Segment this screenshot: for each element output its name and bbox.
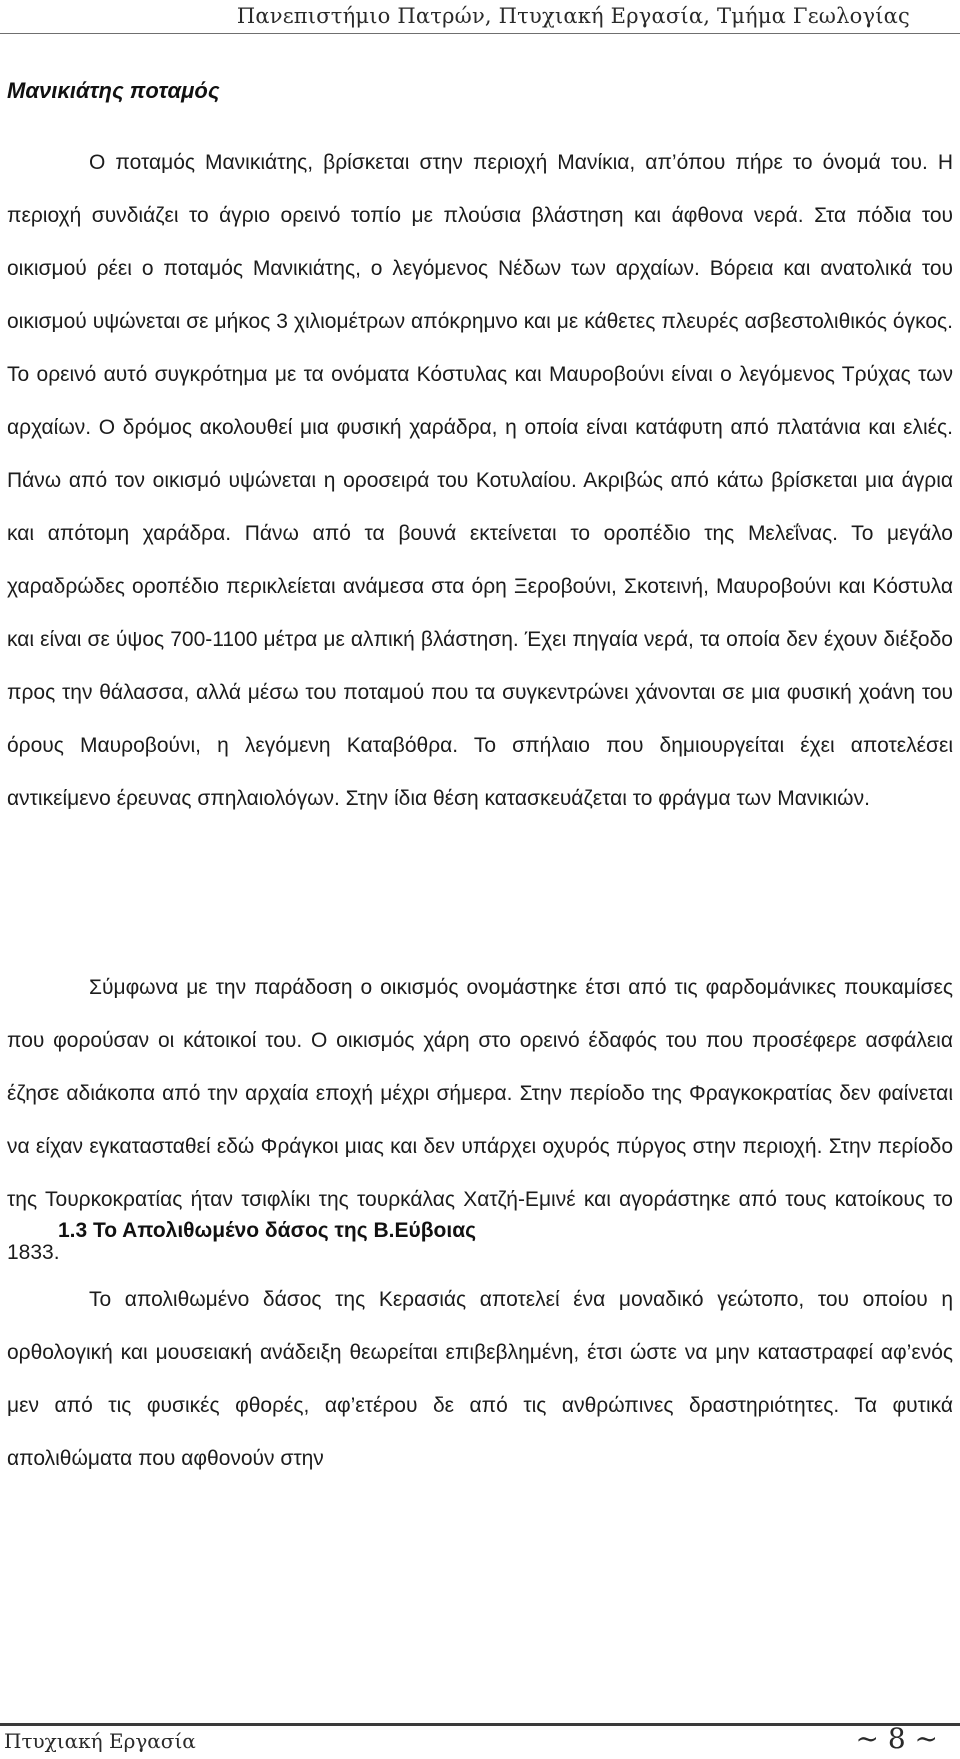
page-header	[0, 0, 960, 34]
header-title: Πανεπιστήμιο Πατρών, Πτυχιακή Εργασία, Τμήμα Γεωλογίας	[236, 4, 910, 28]
page-number: ~ 8 ~	[855, 1722, 938, 1755]
section-title: Μανικιάτης ποταμός	[7, 78, 220, 103]
paragraph-manikiatis-river: Ο ποταμός Μανικιάτης, βρίσκεται στην περιοχή Μανίκια, απ’όπου πήρε το όνομά του. Η περιοχή συνδιάζει το άγριο ορεινό τοπίο με πλούσια βλάστηση και άφθονα νερά. Στα πόδια του οικισμού ρέει ο ποταμός Μανικιάτης, ο λεγόμενος Νέδων των αρχαίων. Βόρεια και ανατολικά του οικισμού υψώνεται σε μήκος 3 χιλιομέτρων απόκρημνο και με κάθετες πλευρές ασβεστολιθικός όγκος. Το ορεινό αυτό συγκρότημα με τα ονόματα Κόστυλας και Μαυροβούνι είναι ο λεγόμενος Τρύχας των αρχαίων. Ο δρόμος ακολουθεί μια φυσική χαράδρα, η οποία είναι κατάφυτη από πλατάνια και ελιές. Πάνω από τον οικισμό υψώνεται η οροσειρά του Κοτυλαίου. Ακριβώς από κάτω βρίσκεται μια άγρια και απότομη χαράδρα. Πάνω από τα βουνά εκτείνεται το οροπέδιο της Μελεΐνας. Το μεγάλο χαραδρώδες οροπέδιο περικλείεται ανάμεσα στα όρη Ξεροβούνι, Σκοτεινή, Μαυροβούνι και Κόστυλα και είναι σε ύψος 700-1100 μέτρα με αλπική βλάστηση. Έχει πηγαία νερά, τα οποία δεν έχουν διέξοδο προς την θάλασσα, αλλά μέσω του ποταμού που τα συγκεντρώνει χάνονται σε μια φυσική χοάνη του όρους Μαυροβούνι, η λεγόμενη Καταβόθρα. Το σπήλαιο που δημιουργείται έχει αποτελέσει αντικείμενο έρευνας σπηλαιολόγων. Στην ίδια θέση κατασκευάζεται το φράγμα των Μανικιών.	[7, 151, 953, 810]
footer-label: Πτυχιακή Εργασία	[4, 1729, 196, 1753]
paragraph-petrified-forest: Το απολιθωμένο δάσος της Κερασιάς αποτελεί ένα μοναδικό γεώτοπο, του οποίου η ορθολογική και μουσειακή ανάδειξη θεωρείται επιβεβλημένη, έτσι ώστε να μην καταστραφεί αφ’ενός μεν από τις φυσικές φθορές, αφ’ετέρου δε από τις ανθρώπινες δραστηριότητες. Τα φυτικά απολιθώματα που αφθονούν στην	[7, 1288, 953, 1470]
page-footer	[0, 1723, 960, 1759]
paragraph-settlement-history: Σύμφωνα με την παράδοση ο οικισμός ονομάστηκε έτσι από τις φαρδομάνικες πουκαμίσες που φορούσαν οι κάτοικοί του. Ο οικισμός χάρη στο ορεινό έδαφός του που προσέφερε ασφάλεια έζησε αδιάκοπα από την αρχαία εποχή μέχρι σήμερα. Στην περίοδο της Φραγκοκρατίας δεν φαίνεται να είχαν εγκατασταθεί εδώ Φράγκοι μιας και δεν υπάρχει οχυρός πύργος στην περιοχή. Στην περίοδο της Τουρκοκρατίας ήταν τσιφλίκι της τουρκάλας Χατζή-Εμινέ και αγοράστηκε από τους κατοίκους το 1833.	[7, 976, 953, 1264]
subsection-heading: 1.3 Το Απολιθωμένο δάσος της Β.Εύβοιας	[58, 1219, 477, 1242]
